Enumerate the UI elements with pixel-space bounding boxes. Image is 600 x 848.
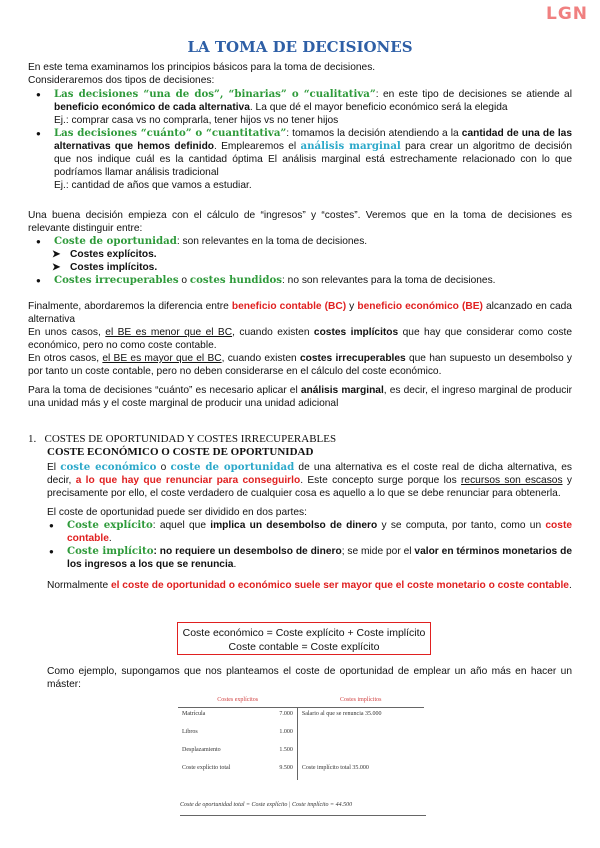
page-title: LA TOMA DE DECISIONES xyxy=(187,38,413,56)
normally-paragraph xyxy=(47,579,572,592)
formula-economic: Coste económico = Coste explícito + Coste implícito xyxy=(182,627,426,639)
row-label: Libros xyxy=(182,729,198,735)
list-item-binary xyxy=(28,88,572,114)
final-t1: Finalmente, abordaremos la diferencia entre xyxy=(28,301,232,312)
profit-section xyxy=(28,300,572,410)
be-greater-paragraph xyxy=(28,352,572,378)
row-label: Coste explícito total xyxy=(182,765,231,771)
irrecoverable-costs-term: Costes irrecuperables xyxy=(54,274,179,286)
marg-t1: Para la toma de decisiones “cuánto” es necesario aplicar el xyxy=(28,385,301,396)
menor-u: el BE es menor que el BC xyxy=(105,327,233,338)
final-t3: alcanzado en cada alternativa xyxy=(28,301,572,325)
formula-accounting: Coste contable = Coste explícito xyxy=(228,641,380,653)
logo-lgn: LGN xyxy=(545,4,588,24)
explicit-term: Coste explícito xyxy=(67,519,153,531)
row-implicit: Coste implícito total 35.000 xyxy=(301,765,369,771)
explicit-cost-item xyxy=(41,519,572,545)
sunk-costs-term: costes hundidos xyxy=(189,274,282,286)
e1-b: implica un desembolso de dinero xyxy=(210,520,378,531)
explicit-header: Costes explícitos xyxy=(178,694,297,708)
opportunity-cost-term: Coste de oportunidad xyxy=(54,235,177,247)
ce-t4: . Este concepto surge porque los xyxy=(300,475,462,486)
explicit-implicit-list xyxy=(41,519,572,571)
row-value: 1.500 xyxy=(259,744,298,762)
intro-line-2: Consideraremos dos tipos de decisiones: xyxy=(28,75,215,86)
list-item-quantity xyxy=(28,127,572,179)
opportunity-cost-item xyxy=(28,235,572,248)
marg-t2: , es decir, el ingreso marginal de producir una unidad más y el coste marginal de producir una unidad adicional xyxy=(28,385,572,409)
economic-cost-term: coste económico xyxy=(60,461,157,473)
economic-profit-term: beneficio económico (BE) xyxy=(357,301,483,312)
binary-term: Las decisiones “una de dos”, “binarias” o “cualitativa” xyxy=(54,88,376,100)
quantity-text-3: para crear un algoritmo de decisión que nos indique cuál es la cantidad óptima El análisis marginal está estrechamente relacionado con lo que podríamos llamar análisis tradicional xyxy=(54,141,573,178)
implicit-costs-item: ➤ Costes implícitos. xyxy=(48,261,572,274)
row-label: Matrícula xyxy=(182,711,206,717)
menor-t2: , cuando existen xyxy=(232,327,314,338)
row-label: Desplazamiento xyxy=(182,747,221,753)
implicit-header: Costes implícitos xyxy=(297,694,424,708)
marginal-analysis-term: análisis marginal xyxy=(300,140,401,152)
mayor-t2: , cuando existen xyxy=(221,353,300,364)
section-heading xyxy=(28,433,572,459)
implicit-term: Coste implícito xyxy=(67,545,154,557)
division-paragraph: El coste de oportunidad puede ser dividido en dos partes: xyxy=(47,507,307,518)
sunk-costs-list xyxy=(28,274,572,287)
ce-t3: de una alternativa es el coste real de dicha alternativa, es decir, xyxy=(47,462,573,486)
ce-t5: y precisamente por ello, el coste verdadero de cualquier cosa es aquello a lo que se debe renunciar para obtenerla. xyxy=(47,475,572,499)
quantity-text-1: : tomamos la decisión atendiendo a la xyxy=(286,128,462,139)
row-value: 7.000 xyxy=(259,708,298,727)
quantity-bold: cantidad de una de las alternativas que hemos definido xyxy=(54,128,573,152)
norm-t2: . xyxy=(568,580,572,591)
binary-example-text: Ej.: comprar casa vs no comprarla, tener hijos vs no tener hijos xyxy=(54,115,339,126)
e2-t2: . xyxy=(233,559,237,570)
binary-text-1: : en este tipo de decisiones se atiende al xyxy=(375,89,572,100)
example-table xyxy=(178,694,424,780)
final-t2: y xyxy=(346,301,358,312)
quantity-example-text: Ej.: cantidad de años que vamos a estudiar. xyxy=(54,180,252,191)
intro xyxy=(28,61,572,87)
section-title: COSTES DE OPORTUNIDAD Y COSTES IRRECUPERABLES xyxy=(44,433,337,445)
menor-t1: En unos casos, xyxy=(28,327,106,338)
e1-t1: : aquel que xyxy=(152,520,211,531)
accounting-cost-term: coste contable xyxy=(67,520,573,544)
marg-b: análisis marginal xyxy=(300,385,384,396)
example-intro: Como ejemplo, supongamos que nos planteamos el coste de oportunidad de emplear un año más en hacer un máster: xyxy=(47,666,572,690)
marginal-paragraph xyxy=(28,384,572,410)
scarce-resources: recursos son escasos xyxy=(461,475,563,486)
mayor-t3: que han supuesto un desembolso y por tanto un coste contable, pero no deben considerarse en el cálculo del coste económico. xyxy=(28,353,572,377)
e1-t2: y se computa, por tanto, como un xyxy=(377,520,546,531)
row-implicit xyxy=(297,726,424,744)
opportunity-cost-term-2: coste de oportunidad xyxy=(170,461,295,473)
e2-b1: : no requiere un desembolso de dinero xyxy=(153,546,342,557)
e1-t3: . xyxy=(108,533,112,544)
implicit-cost-item xyxy=(41,545,572,571)
renounce-phrase: a lo que hay que renunciar para conseguirlo xyxy=(75,475,301,486)
be-less-paragraph xyxy=(28,326,572,352)
table-row xyxy=(178,708,424,727)
binary-example xyxy=(28,114,572,127)
cost-subtypes xyxy=(28,248,572,274)
ce-t1: El xyxy=(47,462,61,473)
ce-t2: o xyxy=(156,462,171,473)
e2-b2: valor en términos monetarios de los ingresos a los que se renuncia xyxy=(67,546,572,570)
mayor-t1: En otros casos, xyxy=(28,353,103,364)
example-total: Coste de oportunidad total = Coste explícito | Coste implícito = 44.500 xyxy=(180,799,426,816)
opportunity-cost-text: : son relevantes en la toma de decisiones. xyxy=(176,236,368,247)
intro-line-1: En este tema examinamos los principios básicos para la toma de decisiones. xyxy=(28,62,376,73)
norm-t1: Normalmente xyxy=(47,580,111,591)
binary-bold: beneficio económico de cada alternativa xyxy=(54,102,250,113)
row-value: 1.000 xyxy=(259,726,298,744)
menor-b: costes implícitos xyxy=(313,327,399,338)
costs-section xyxy=(28,209,572,287)
row-implicit: Salario al que se renuncia 35.000 xyxy=(301,711,382,717)
table-total-row xyxy=(178,762,424,780)
row-value: 9.500 xyxy=(259,762,298,780)
decision-types-list xyxy=(28,88,572,192)
costs-intro: Una buena decisión empieza con el cálculo de “ingresos” y “costes”. Veremos que en la toma de decisiones es relevante distinguir entre: xyxy=(28,210,572,234)
formula-box xyxy=(177,622,431,655)
quantity-term: Las decisiones “cuánto” o “cuantitativa” xyxy=(54,127,287,139)
sunk-costs-text: : no son relevantes para la toma de decisiones. xyxy=(282,275,496,286)
quantity-text-2: . Emplearemos el xyxy=(214,141,301,152)
table-header-row xyxy=(178,694,424,708)
costs-list xyxy=(28,235,572,248)
sunk-mid: o xyxy=(178,275,190,286)
section-number: 1. xyxy=(28,433,37,445)
table-row xyxy=(178,726,424,744)
table-row xyxy=(178,744,424,762)
sunk-costs-item xyxy=(28,274,572,287)
mayor-u: el BE es mayor que el BC xyxy=(102,353,222,364)
norm-red: el coste de oportunidad o económico suele ser mayor que el coste monetario o coste contable xyxy=(110,580,569,591)
row-implicit xyxy=(297,744,424,762)
mayor-b: costes irrecuperables xyxy=(299,353,406,364)
e2-t1: ; se mide por el xyxy=(341,546,415,557)
final-paragraph xyxy=(28,300,572,326)
quantity-example xyxy=(28,179,572,192)
economic-cost-paragraph xyxy=(47,461,572,500)
binary-text-2: . La que dé el mayor beneficio económico será la elegida xyxy=(249,102,508,113)
section-subtitle: COSTE ECONÓMICO O COSTE DE OPORTUNIDAD xyxy=(47,446,314,458)
opportunity-section xyxy=(47,461,572,592)
menor-t3: que hay que considerar como coste económico, pero no como coste contable. xyxy=(28,327,572,351)
explicit-costs-item: ➤ Costes explícitos. xyxy=(48,248,572,261)
accounting-profit-term: beneficio contable (BC) xyxy=(231,301,347,312)
